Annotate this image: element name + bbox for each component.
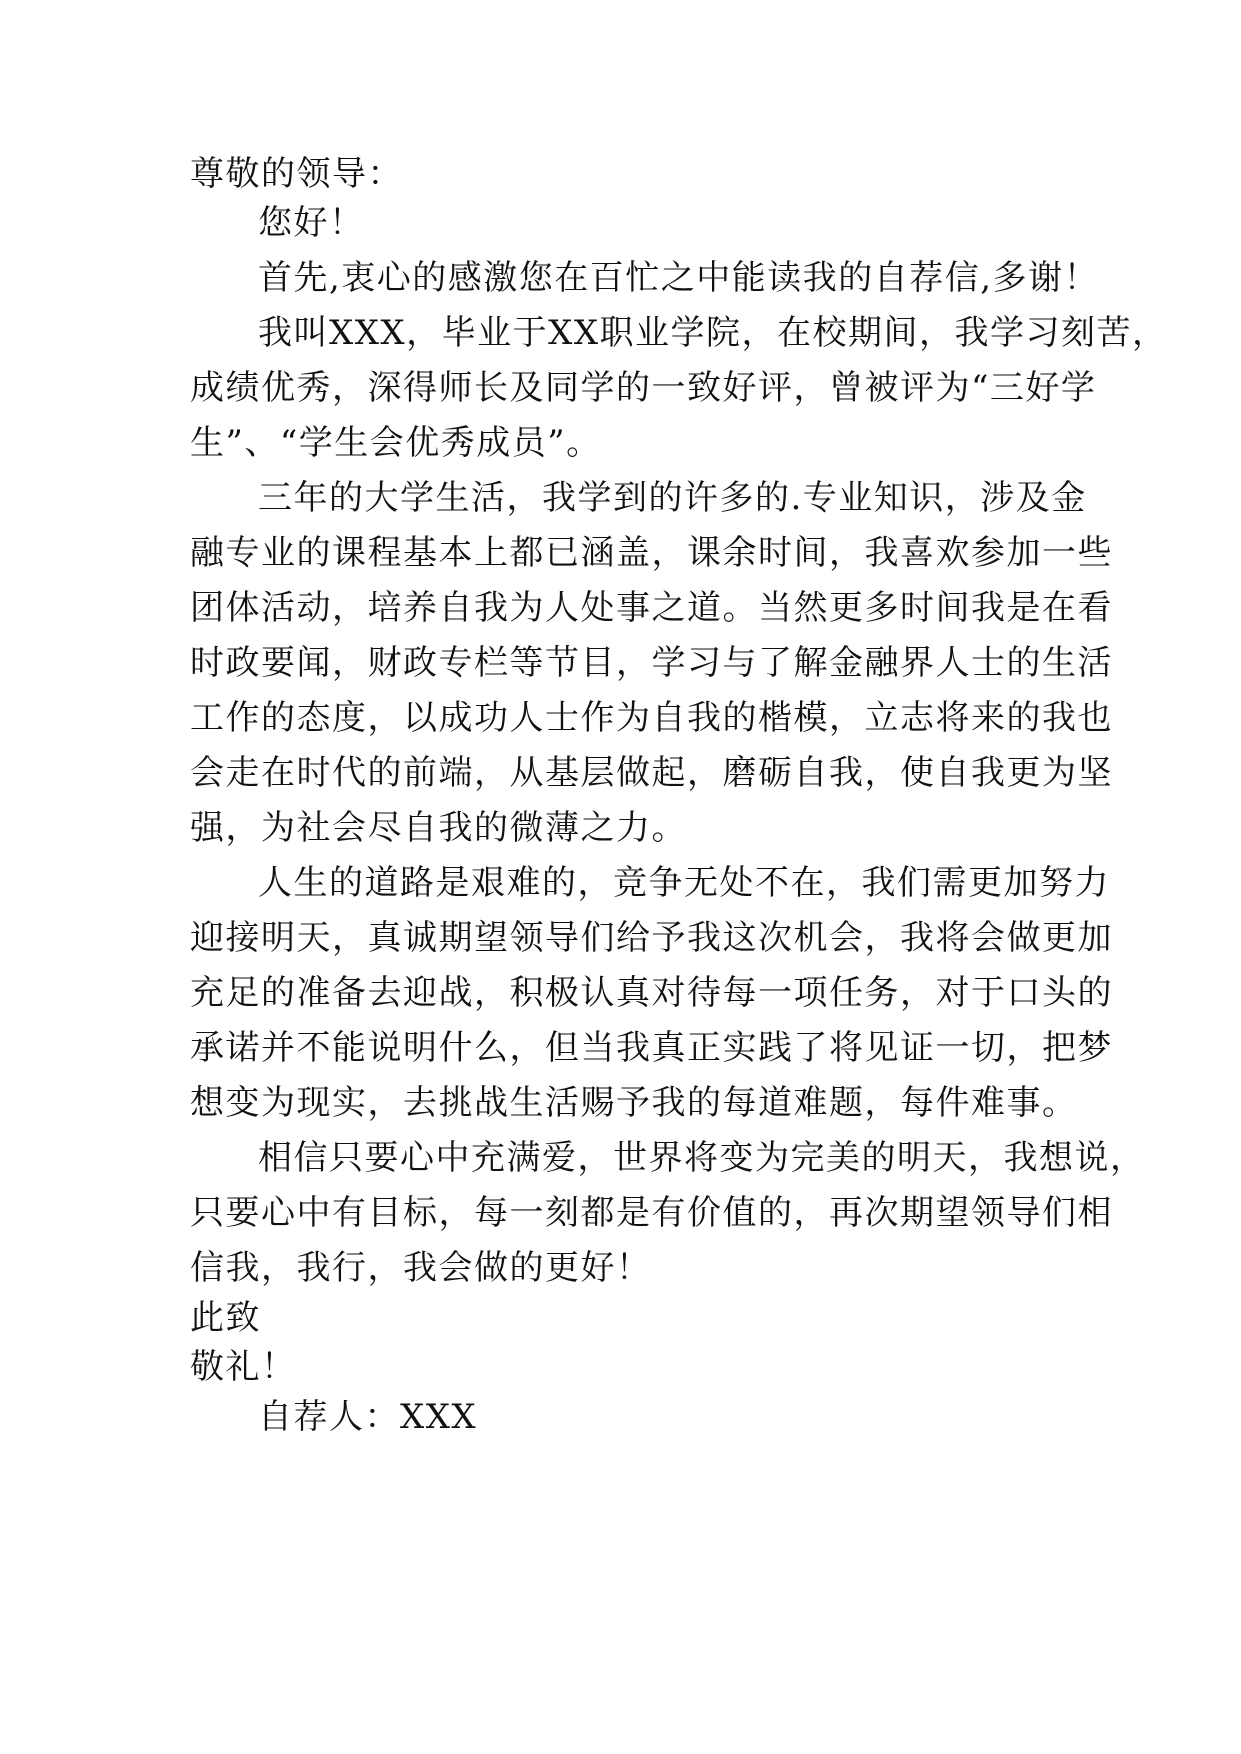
greeting: 您好！ <box>258 203 365 243</box>
paragraph-3-line-1: 三年的大学生活，我学到的许多的.专业知识，涉及金 <box>258 478 1087 518</box>
paragraph-3-line-7: 强，为社会尽自我的微薄之力。 <box>190 808 687 848</box>
paragraph-4-line-2: 迎接明天，真诚期望领导们给予我这次机会，我将会做更加 <box>190 918 1113 958</box>
salutation: 尊敬的领导： <box>190 154 403 194</box>
paragraph-5-line-1: 相信只要心中充满爱，世界将变为完美的明天，我想说， <box>258 1138 1146 1178</box>
paragraph-5-line-3: 信我，我行，我会做的更好！ <box>190 1248 652 1288</box>
paragraph-3-line-6: 会走在时代的前端，从基层做起，磨砺自我，使自我更为坚 <box>190 753 1113 793</box>
paragraph-3-line-4: 时政要闻，财政专栏等节目，学习与了解金融界人士的生活 <box>190 643 1113 683</box>
paragraph-2-line-3: 生”、“学生会优秀成员”。 <box>190 423 602 463</box>
paragraph-4-line-3: 充足的准备去迎战，积极认真对待每一项任务，对于口头的 <box>190 973 1113 1013</box>
paragraph-4-line-4: 承诺并不能说明什么，但当我真正实践了将见证一切，把梦 <box>190 1028 1113 1068</box>
closing-line-2: 敬礼！ <box>190 1347 297 1387</box>
closing-line-1: 此致 <box>190 1298 261 1338</box>
paragraph-3-line-5: 工作的态度，以成功人士作为自我的楷模，立志将来的我也 <box>190 698 1113 738</box>
paragraph-2-line-2: 成绩优秀，深得师长及同学的一致好评，曾被评为“三好学 <box>190 368 1097 408</box>
paragraph-4-line-1: 人生的道路是艰难的，竞争无处不在，我们需更加努力 <box>258 863 1110 903</box>
paragraph-4-line-5: 想变为现实，去挑战生活赐予我的每道难题，每件难事。 <box>190 1083 1078 1123</box>
paragraph-1-line-1: 首先,衷心的感激您在百忙之中能读我的自荐信,多谢！ <box>258 258 1100 298</box>
paragraph-5-line-2: 只要心中有目标，每一刻都是有价值的，再次期望领导们相 <box>190 1193 1113 1233</box>
paragraph-3-line-2: 融专业的课程基本上都已涵盖，课余时间，我喜欢参加一些 <box>190 533 1113 573</box>
signature: 自荐人：XXX <box>258 1397 478 1437</box>
paragraph-2-line-1: 我叫XXX，毕业于XX职业学院，在校期间，我学习刻苦， <box>258 313 1168 353</box>
paragraph-3-line-3: 团体活动，培养自我为人处事之道。当然更多时间我是在看 <box>190 588 1113 628</box>
